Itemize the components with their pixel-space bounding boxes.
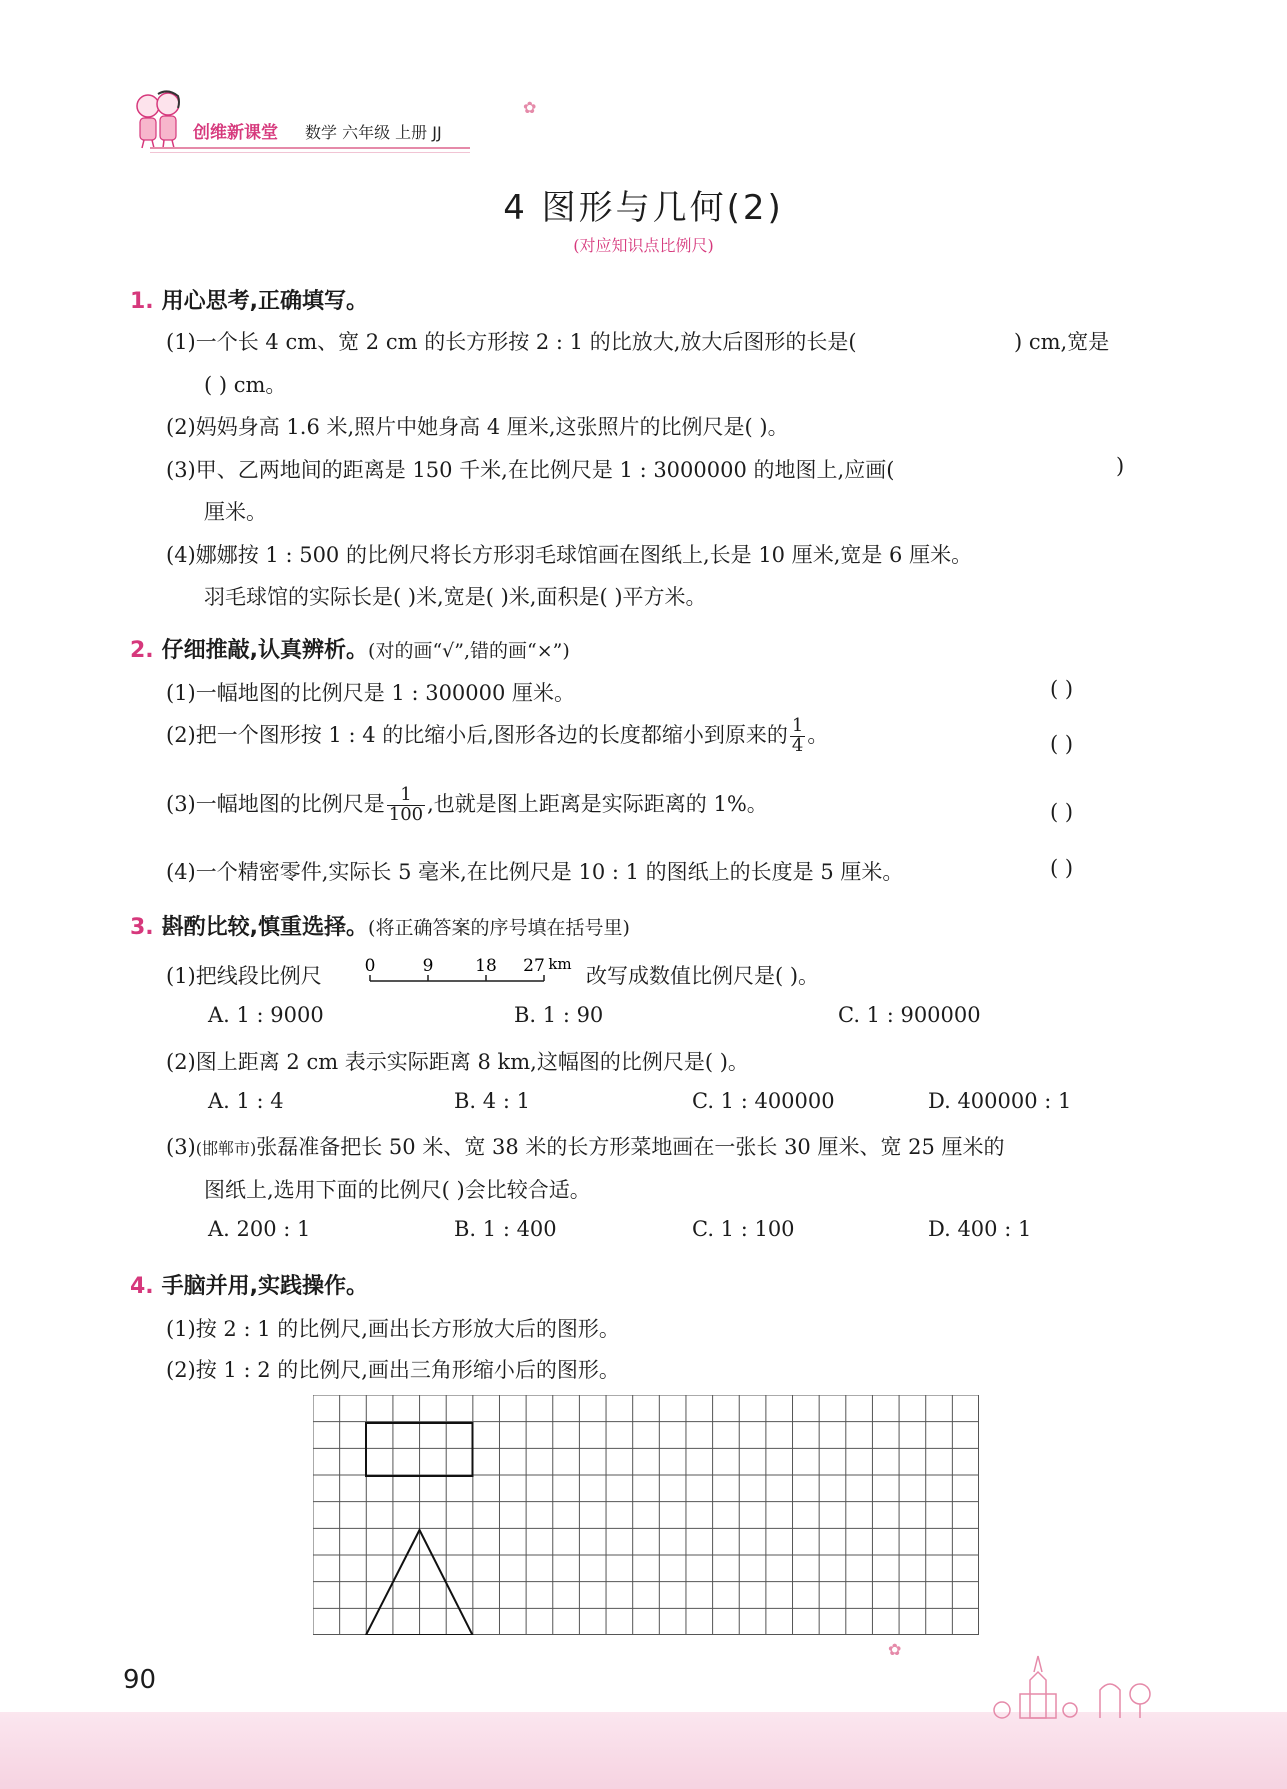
s4-q1: (1)按 2 : 1 的比例尺,画出长方形放大后的图形。 — [166, 1317, 620, 1341]
s2-q3-end: ,也就是图上距离是实际距离的 1%。 — [427, 791, 768, 816]
section-note: (将正确答案的序号填在括号里) — [368, 917, 630, 939]
page-subtitle: (对应知识点比例尺) — [573, 236, 714, 255]
s2-q4: (4)一个精密零件,实际长 5 毫米,在比例尺是 10 : 1 的图纸上的长度是 5 厘米。 — [166, 860, 904, 884]
s2-q2-end: 。 — [807, 722, 829, 747]
s3-q1-option-a: A. 1 : 9000 — [208, 1003, 324, 1027]
section-title: 用心思考,正确填写。 — [161, 289, 369, 314]
s1-q1-line2: ( ) cm。 — [204, 373, 287, 397]
page-title: 4 图形与几何(2) — [503, 188, 784, 228]
numerator: 1 — [387, 786, 425, 806]
s1-q3-line1: (3)甲、乙两地间的距离是 150 千米,在比例尺是 1 : 3000000 的地图上,应画( — [166, 458, 895, 482]
s2-q4-answer: ( ) — [1050, 856, 1074, 880]
region-tag: (邯郸市) — [195, 1139, 257, 1158]
s3-q3-option-b: B. 1 : 400 — [454, 1217, 557, 1241]
scale-label: 27 — [523, 956, 545, 976]
page-number: 90 — [123, 1665, 157, 1695]
s3-q1-text: (1)把线段比例尺 — [166, 964, 322, 988]
section-1-heading — [130, 284, 368, 315]
s3-q1-option-c: C. 1 : 900000 — [838, 1003, 981, 1027]
s2-q2-text: (2)把一个图形按 1 : 4 的比缩小后,图形各边的长度都缩小到原来的 — [166, 722, 788, 747]
section-number: 3. — [130, 915, 154, 940]
section-note: (对的画“√”,错的画“×”) — [368, 640, 570, 662]
header-rule — [150, 147, 470, 149]
s2-q3-answer: ( ) — [1050, 800, 1074, 824]
s2-q1-answer: ( ) — [1050, 677, 1074, 701]
header-mascot — [128, 88, 188, 150]
s2-q3-text: (3)一幅地图的比例尺是 — [166, 791, 385, 816]
s1-q1-line1-end: ) cm,宽是 — [1014, 330, 1110, 354]
butterfly-icon: ✿ — [523, 98, 537, 117]
s2-q2-answer: ( ) — [1050, 732, 1074, 756]
s3-q2-option-b: B. 4 : 1 — [454, 1089, 530, 1113]
header-rule-thin — [150, 152, 470, 153]
scale-label: 0 — [364, 956, 376, 976]
s3-q3-text: 张磊准备把长 50 米、宽 38 米的长方形菜地画在一张长 30 厘米、宽 25 厘米的 — [256, 1135, 1005, 1159]
book-info: 数学 六年级 上册 JJ — [305, 123, 442, 142]
s1-q4-line1: (4)娜娜按 1 : 500 的比例尺将长方形羽毛球馆画在图纸上,长是 10 厘米,宽是 6 厘米。 — [166, 543, 973, 567]
section-number: 2. — [130, 638, 154, 663]
section-3-heading — [130, 910, 630, 941]
grid-svg[interactable] — [313, 1395, 979, 1635]
section-title: 斟酌比较,慎重选择。 — [161, 915, 369, 940]
s3-q2: (2)图上距离 2 cm 表示实际距离 8 km,这幅图的比例尺是( )。 — [166, 1050, 749, 1074]
denominator: 100 — [388, 803, 424, 825]
numerator: 1 — [791, 715, 804, 736]
scale-unit: km — [548, 955, 572, 973]
section-title: 仔细推敲,认真辨析。 — [161, 638, 369, 663]
s2-q3 — [166, 786, 768, 825]
s3-q2-option-a: A. 1 : 4 — [208, 1089, 284, 1113]
section-4-heading — [130, 1269, 368, 1300]
s1-q2: (2)妈妈身高 1.6 米,照片中她身高 4 厘米,这张照片的比例尺是( )。 — [166, 415, 789, 439]
scale-svg — [364, 953, 579, 987]
s2-q2 — [166, 717, 828, 756]
s1-q4-line2: 羽毛球馆的实际长是( )米,宽是( )米,面积是( )平方米。 — [204, 585, 707, 609]
scale-label: 18 — [475, 956, 497, 976]
drawing-grid[interactable] — [313, 1395, 979, 1639]
s1-q1-line1: (1)一个长 4 cm、宽 2 cm 的长方形按 2 : 1 的比放大,放大后图形的长是( — [166, 330, 857, 354]
denominator: 4 — [791, 734, 804, 756]
section-2-heading — [130, 633, 570, 664]
s3-q1-option-b: B. 1 : 90 — [514, 1003, 604, 1027]
s2-q1: (1)一幅地图的比例尺是 1 : 300000 厘米。 — [166, 681, 576, 705]
s3-q2-option-d: D. 400000 : 1 — [928, 1089, 1072, 1113]
fraction-one-quarter — [790, 717, 805, 756]
grid-lines — [313, 1395, 979, 1635]
s1-q3-line1-end: ) — [1116, 454, 1125, 478]
fraction-one-hundredth — [387, 786, 425, 825]
s3-q3-option-a: A. 200 : 1 — [208, 1217, 311, 1241]
castle-decoration-icon — [990, 1650, 1170, 1724]
section-number: 1. — [130, 289, 154, 314]
s3-q1-text-end: 改写成数值比例尺是( )。 — [586, 964, 820, 988]
s3-q3-line1 — [166, 1131, 1005, 1161]
s3-q3-line2: 图纸上,选用下面的比例尺( )会比较合适。 — [204, 1178, 591, 1202]
section-title: 手脑并用,实践操作。 — [161, 1274, 369, 1299]
s3-q3-number: (3) — [166, 1135, 196, 1159]
s3-q3-option-d: D. 400 : 1 — [928, 1217, 1032, 1241]
s4-q2: (2)按 1 : 2 的比例尺,画出三角形缩小后的图形。 — [166, 1358, 620, 1382]
flower-icon: ✿ — [888, 1640, 902, 1659]
brand-title: 创维新课堂 — [193, 123, 278, 143]
s3-q3-option-c: C. 1 : 100 — [692, 1217, 795, 1241]
section-number: 4. — [130, 1274, 154, 1299]
scale-label: 9 — [422, 956, 434, 976]
line-segment-scale — [364, 953, 579, 987]
s3-q2-option-c: C. 1 : 400000 — [692, 1089, 835, 1113]
s1-q3-line2: 厘米。 — [204, 500, 267, 524]
